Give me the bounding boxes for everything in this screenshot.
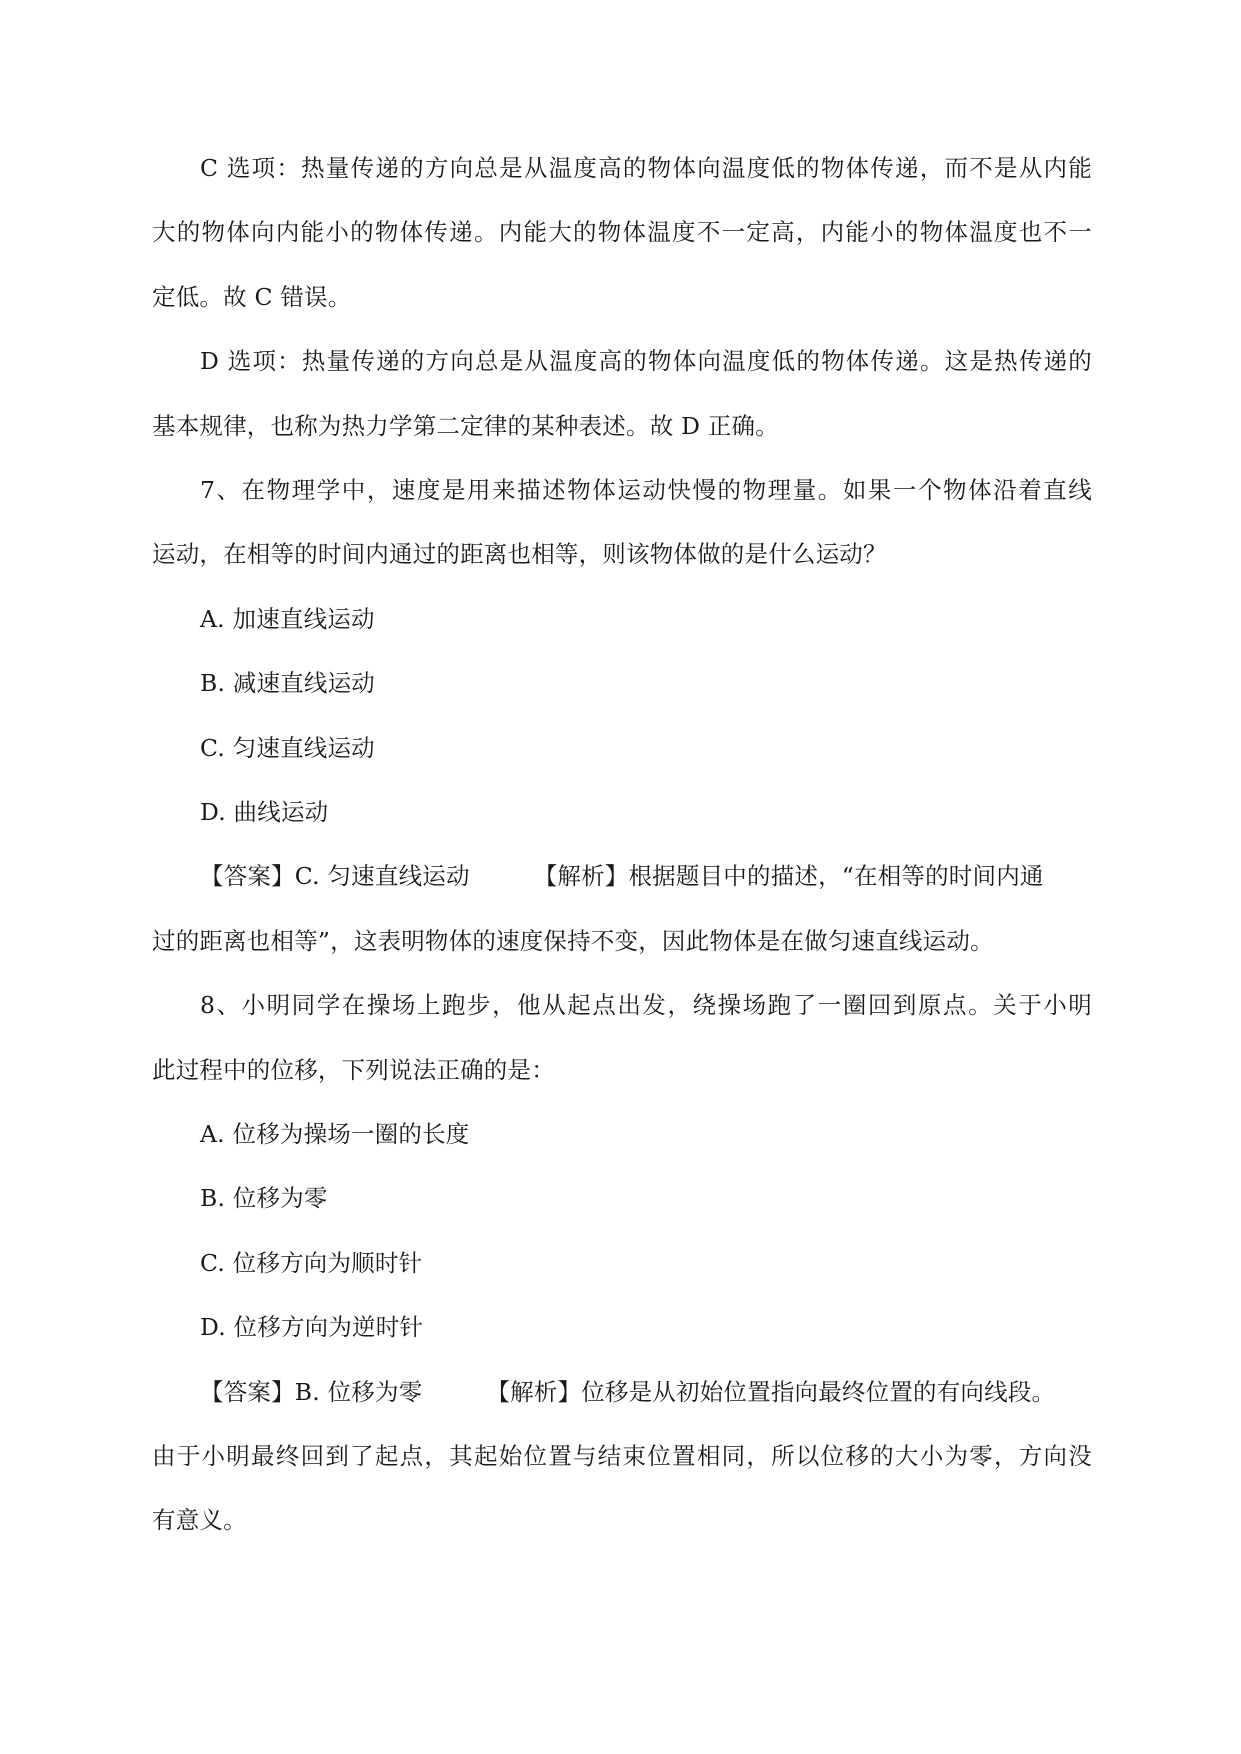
question-7-answer-line	[200, 858, 1092, 894]
question-8-option-a: A. 位移为操场一圈的长度	[200, 1120, 470, 1148]
question-8-explanation: 【解析】位移是从初始位置指向最终位置的有向线段。	[486, 1378, 1056, 1406]
paragraph-line: D 选项：热量传递的方向总是从温度高的物体向温度低的物体传递。这是热传递的	[200, 347, 1092, 375]
question-7-option-a: A. 加速直线运动	[200, 605, 375, 633]
question-8-option-b: B. 位移为零	[200, 1184, 328, 1212]
paragraph-line: 大的物体向内能小的物体传递。内能大的物体温度不一定高，内能小的物体温度也不一	[152, 218, 1092, 246]
question-8-explanation: 由于小明最终回到了起点，其起始位置与结束位置相同，所以位移的大小为零，方向没	[152, 1442, 1092, 1470]
paragraph-line: 基本规律，也称为热力学第二定律的某种表述。故 D 正确。	[152, 412, 779, 440]
question-7-answer: 【答案】C. 匀速直线运动	[200, 862, 470, 890]
question-7-text: 运动，在相等的时间内通过的距离也相等，则该物体做的是什么运动？	[152, 540, 887, 568]
paragraph-line: 定低。故 C 错误。	[152, 283, 352, 311]
question-8-text: 8、小明同学在操场上跑步，他从起点出发，绕操场跑了一圈回到原点。关于小明	[200, 991, 1092, 1019]
question-8-option-c: C. 位移方向为顺时针	[200, 1249, 423, 1277]
question-8-answer: 【答案】B. 位移为零	[200, 1378, 423, 1406]
question-7-option-c: C. 匀速直线运动	[200, 734, 375, 762]
question-7-option-d: D. 曲线运动	[200, 798, 329, 826]
question-7-option-b: B. 减速直线运动	[200, 669, 376, 697]
question-8-explanation: 有意义。	[152, 1506, 247, 1534]
question-8-answer-line	[200, 1374, 1092, 1410]
question-7-explanation: 过的距离也相等”，这表明物体的速度保持不变，因此物体是在做匀速直线运动。	[152, 927, 994, 955]
question-8-text: 此过程中的位移，下列说法正确的是：	[152, 1056, 555, 1084]
question-7-text: 7、在物理学中，速度是用来描述物体运动快慢的物理量。如果一个物体沿着直线	[200, 476, 1092, 504]
question-8-option-d: D. 位移方向为逆时针	[200, 1313, 424, 1341]
question-7-explanation: 【解析】根据题目中的描述，“在相等的时间内通	[533, 862, 1044, 890]
paragraph-line: C 选项：热量传递的方向总是从温度高的物体向温度低的物体传递，而不是从内能	[200, 154, 1092, 182]
